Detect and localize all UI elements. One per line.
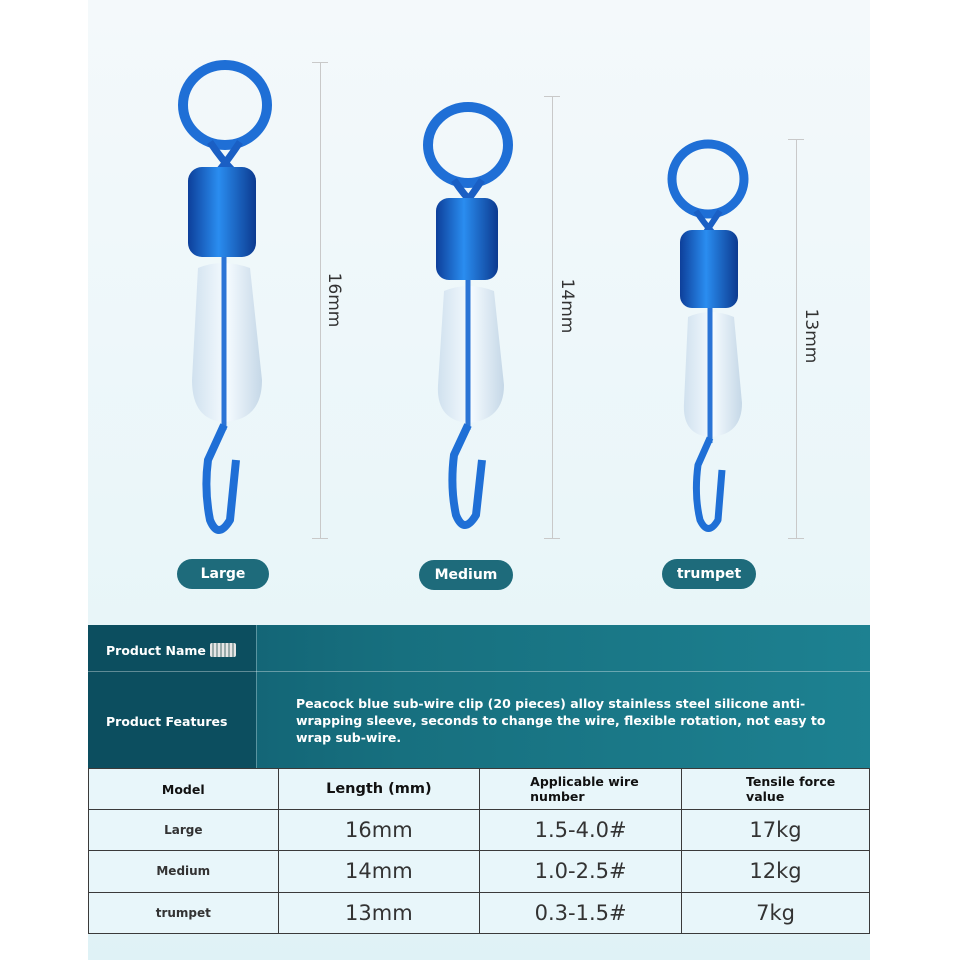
medium-dimension-line [552, 96, 553, 538]
row-wire-number: 0.3-1.5# [480, 892, 682, 933]
row-tensile: 12kg [682, 851, 870, 892]
header-length: Length (mm) [278, 769, 480, 810]
row-wire-number: 1.5-4.0# [480, 810, 682, 851]
row-length: 14mm [278, 851, 480, 892]
header-tensile-force: Tensile force value [682, 769, 870, 810]
header-model: Model [89, 769, 279, 810]
spec-table-header-row [89, 769, 870, 810]
table-row [89, 892, 870, 933]
large-dimension-line [320, 62, 321, 538]
panel-divider-horizontal [88, 671, 870, 672]
product-name-thumbnail-icon [210, 643, 236, 657]
size-badge-trumpet: trumpet [662, 559, 756, 589]
trumpet-swivel-clip-illustration [660, 135, 760, 545]
panel-divider-vertical [256, 625, 257, 768]
product-features-text: Peacock blue sub-wire clip (20 pieces) alloy stainless steel silicone anti-wrapping sleeve, seconds to change the wire, flexible rotation, not easy to wrap sub-wire. [296, 696, 826, 745]
size-badge-medium: Medium [419, 560, 513, 590]
product-name-label: Product Name [106, 643, 206, 658]
large-dimension-label: 16mm [324, 272, 344, 328]
spec-table [88, 768, 870, 934]
medium-dimension-label: 14mm [557, 278, 577, 334]
medium-swivel-clip-illustration [410, 95, 530, 545]
header-wire-number: Applicable wire number [480, 769, 682, 810]
row-tensile: 17kg [682, 810, 870, 851]
row-wire-number: 1.0-2.5# [480, 851, 682, 892]
row-length: 13mm [278, 892, 480, 933]
table-row [89, 851, 870, 892]
row-model-large: Large [89, 810, 279, 851]
product-name-row [106, 643, 236, 658]
trumpet-dimension-line [796, 139, 797, 538]
table-row [89, 810, 870, 851]
size-badge-large: Large [177, 559, 269, 589]
trumpet-dimension-label: 13mm [801, 308, 821, 364]
row-tensile: 7kg [682, 892, 870, 933]
product-features-label: Product Features [106, 714, 228, 729]
large-swivel-clip-illustration [150, 50, 280, 550]
row-model-trumpet: trumpet [89, 892, 279, 933]
row-length: 16mm [278, 810, 480, 851]
row-model-medium: Medium [89, 851, 279, 892]
